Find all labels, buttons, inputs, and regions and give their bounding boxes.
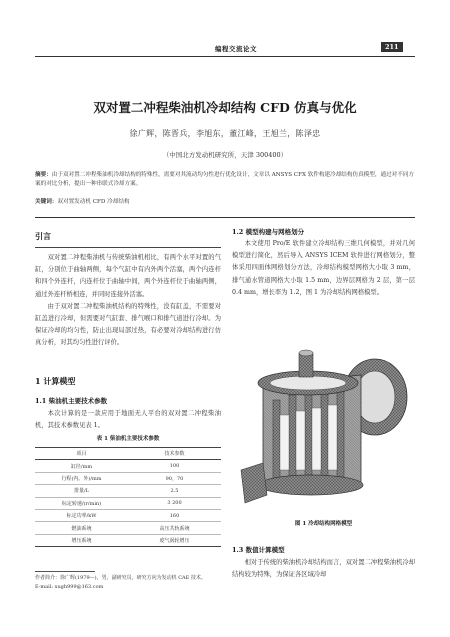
affiliation: （中国北方发动机研究所，天津 300400） [162,151,288,159]
figure1-caption: 图 1 冷却结构网格模型 [294,521,353,527]
page-number: 211 [381,42,403,52]
intro-heading: 引言 [35,231,51,241]
subsection-1-3-text: 相对于传统的柴油机冷却结构而言，双对置二冲程柴油机冷却结构较为特殊，为保证各区域冷却 [232,559,415,579]
figure1-image [233,345,415,510]
subsection-1-3-body [232,557,415,581]
table-cell-item: 行程(内、外)/mm [35,472,128,484]
subsection-1-2-body [232,238,415,299]
author-list: 徐广辉，陈晋兵，李旭东，董江峰，王旭兰，陈泽忠 [129,129,321,138]
intro-paragraph: 双对置二冲程柴油机与传统柴油机相比，有两个水平对置的气缸，分别位于曲轴两侧，每个气缸中有内外两个活塞，两个内连杆和四个外连杆，内连杆位于曲轴中间，两个外连杆位于曲轴两侧，通过外连杆桥相连，并同时连接外活塞。 [35,254,221,298]
footnote-bio: 作者简介：徐广辉(1979—)，男，副研究员，研究方向为发动机 CAE 技术。 [35,575,206,581]
abstract-text: 由于双对置二冲程柴油机冷却结构的特殊性，需要对其流动均匀性进行优化设计，文章以 ANSYS CFX 软件构建冷却结构仿真模型，通过对不同方案的对比分析，提出一种串联式冷却方案。 [35,172,415,188]
table-cell-value: 技术参数 [128,448,221,460]
table-row [35,472,221,484]
table-row [35,509,221,521]
paper-title: 双对置二冲程柴油机冷却结构 CFD 仿真与优化 [93,100,357,115]
subsection-1-1-text: 本次计算的是一款应用于地面无人平台的双对置二冲程柴油机，其技术参数见表 1。 [35,410,221,430]
table-cell-item: 缸径/mm [35,460,128,472]
header-rule [35,56,415,57]
table-cell-value: 90，70 [128,472,221,484]
author-footnote [35,574,221,591]
table-cell-value: 废气涡轮增压 [128,534,221,546]
table-row [35,522,221,534]
subsection-1-2-heading: 1.2 模型构建与网格划分 [232,228,305,236]
abstract-label: 摘要： [35,172,52,178]
table-row [35,497,221,509]
intro-body [35,252,221,350]
journal-section-label: 编程交流论文 [215,45,257,53]
table-row [35,485,221,497]
abstract [35,171,415,189]
footnote-email: E-mail: xugh999@163.com [35,583,104,590]
table-cell-value: 100 [128,460,221,472]
intro-heading-box [35,225,221,248]
table-cell-item: 增压系统 [35,534,128,546]
keywords [35,197,415,205]
subsection-1-3-heading: 1.3 数值计算模型 [232,546,285,554]
table-cell-item: 项目 [35,448,128,460]
intro-paragraph: 由于双对置二冲程柴油机结构的特殊性，没有缸盖，不需要对缸盖进行冷却，但需要对气缸套、排气喉口和排气道进行冷却。为保证冷却的均匀性，防止出现局部过热，有必要对冷却结构进行仿真分析，对其均匀性进行评价。 [35,302,221,347]
table-row [35,460,221,472]
table-cell-value: 3 200 [128,497,221,509]
table-cell-item: 标定功率/kW [35,509,128,521]
table-cell-item: 燃油系统 [35,522,128,534]
abstract-rule [35,217,415,218]
section1-heading: 1 计算模型 [35,376,76,386]
table-header-row [35,448,221,460]
subsection-1-1-body [35,408,221,432]
table1-caption: 表 1 柴油机主要技术参数 [96,436,160,442]
table-cell-item: 排量/L [35,485,128,497]
subsection-1-1-heading: 1.1 柴油机主要技术参数 [35,397,108,405]
table-cell-value: 2.5 [128,485,221,497]
footnote-rule [35,571,95,572]
table-row [35,534,221,546]
mesh-model-illustration [233,345,415,510]
spec-table [35,447,221,547]
table-cell-item: 标定转速/(r/min) [35,497,128,509]
subsection-1-2-text: 本文使用 Pro/E 软件建立冷却结构三维几何模型，并对几何模型进行简化，然后导入 ANSYS ICEM 软件进行网格划分，整体采用四面体网格划分方法，冷却结构模型网格大小取 3 mm，排气通水管道网格大小取 1.5 mm，边界层网格为 2 层，第一层 0.4 mm，增长率为 1.2，图 1 为冷却结构网格模型。 [232,240,415,296]
table-cell-value: 高压共轨系统 [128,522,221,534]
table-cell-value: 160 [128,509,221,521]
keywords-text: 双对置发动机 CFD 冷却结构 [57,199,130,205]
keywords-label: 关键词： [35,199,58,205]
